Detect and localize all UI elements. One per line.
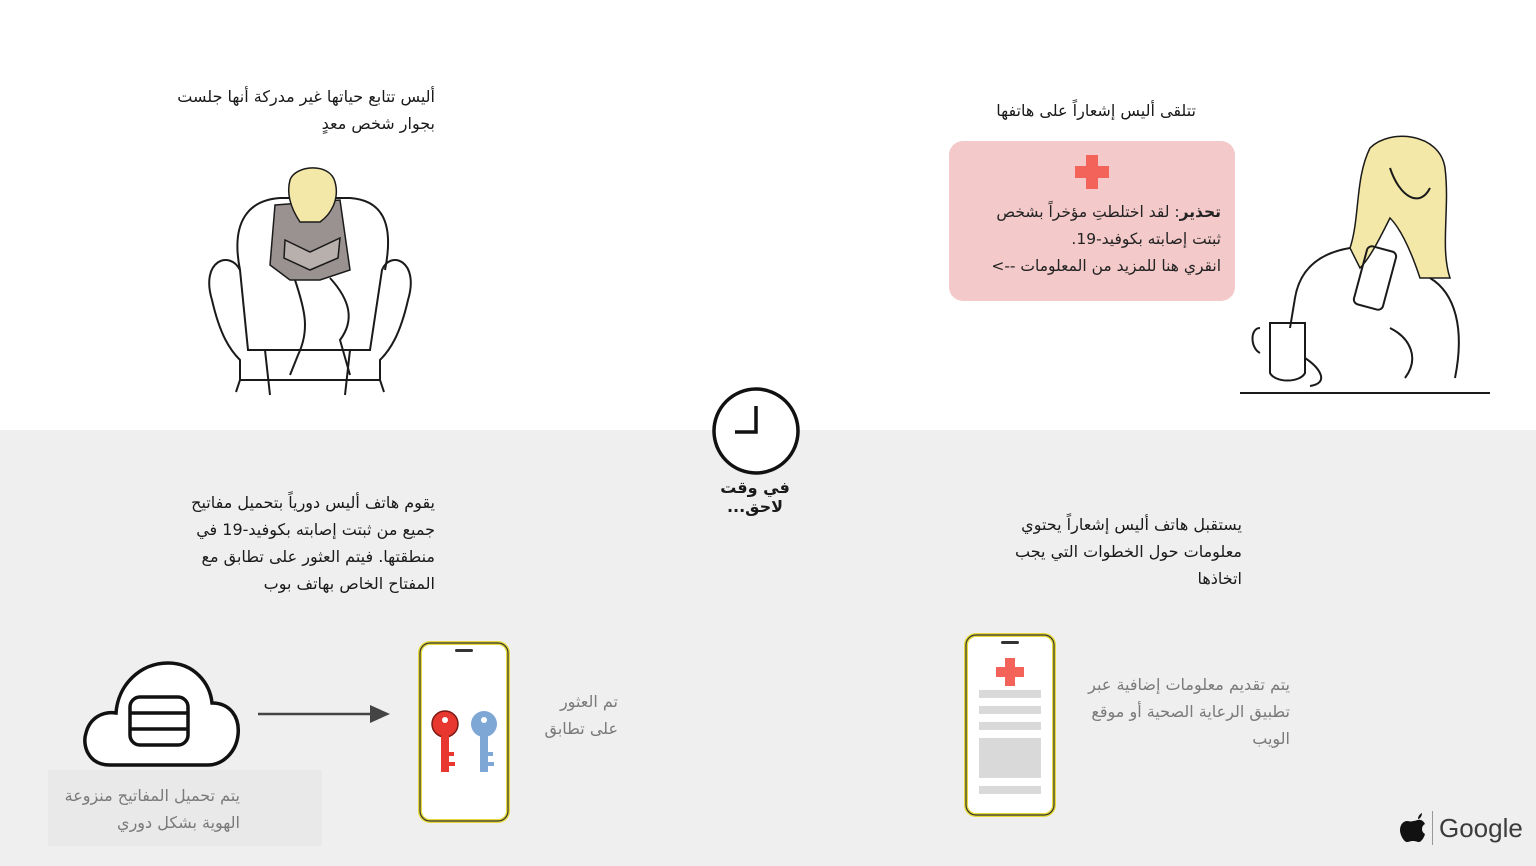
arrow-right-icon [258,703,392,725]
google-logo: Google [1439,812,1523,843]
match-found-label: تم العثور على تطابق [544,692,618,738]
cloud-caption: يتم تحميل المفاتيح منزوعة الهوية بشكل دوري [64,786,240,832]
phone-health-info-icon [963,632,1057,818]
apple-logo-icon [1400,813,1426,843]
exposure-alert-card[interactable] [949,141,1235,301]
phone-with-keys-icon [417,640,511,824]
scene2-caption: تتلقى أليس إشعاراً على هاتفها [996,101,1196,120]
brand-divider [1432,811,1433,845]
extra-info-caption: يتم تقديم معلومات إضافية عبر تطبيق الرعاية الصحية أو موقع الويب [1088,675,1290,748]
woman-with-phone-illustration [1240,128,1500,398]
armchair-reading-illustration [200,160,420,410]
brand-logos [1400,808,1523,848]
scene3-caption: يقوم هاتف أليس دورياً بتحميل مفاتيح جميع من ثبتت إصابته بكوفيد-19 في منطقتها. فيتم العثور على تطابق مع المفتاح الخاص بهاتف بوب [191,493,435,593]
scene1-caption: أليس تتابع حياتها غير مدركة أنها جلست بجوار شخص معدٍ [177,87,435,133]
clock-icon [711,386,801,476]
later-label: في وقت لاحق... [720,478,790,516]
scene4-caption: يستقبل هاتف أليس إشعاراً يحتوي معلومات حول الخطوات التي يجب اتخاذها [1014,515,1242,588]
red-cross-icon [1073,153,1111,191]
cloud-database-icon [80,655,242,770]
alert-text: تحذير: لقد اختلطتِ مؤخراً بشخص ثبتت إصابته بكوفيد-19. انقري هنا للمزيد من المعلومات --> [991,203,1221,275]
